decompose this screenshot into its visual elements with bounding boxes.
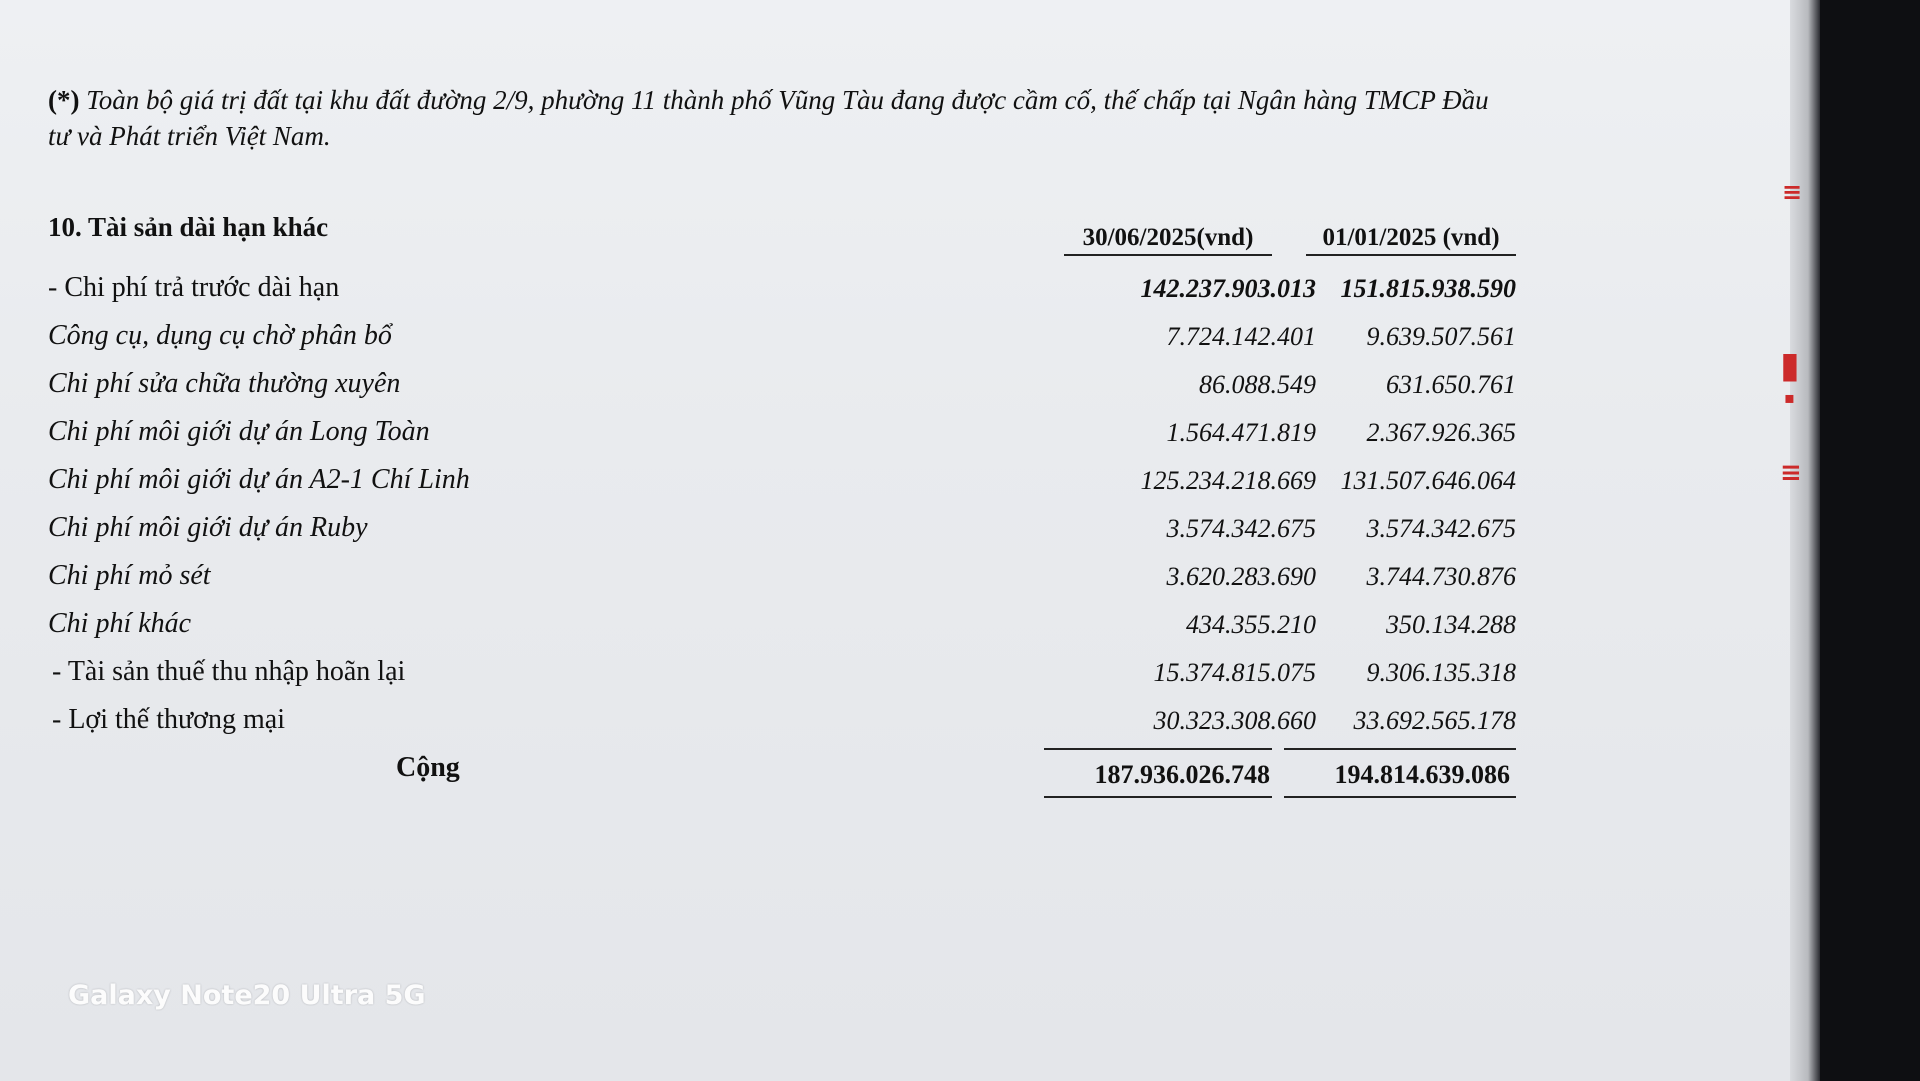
camera-watermark: Galaxy Note20 Ultra 5G (68, 980, 426, 1011)
column-header-2025-06-30: 30/06/2025(vnd) (1064, 224, 1272, 256)
row-label: - Tài sản thuế thu nhập hoãn lại (52, 656, 406, 687)
subtotal-rule-col2 (1284, 748, 1516, 750)
row-value-2025-01-01: 131.507.646.064 (1340, 466, 1516, 495)
red-mark-shape: ≡ (1782, 178, 1803, 206)
table-row (48, 320, 1518, 360)
row-value-2025-06-30: 15.374.815.075 (1153, 658, 1316, 687)
note-text: Toàn bộ giá trị đất tại khu đất đường 2/9, phường 11 thành phố Vũng Tàu đang được cầm cố, thế chấp tại Ngân hàng TMCP Đầu tư và Phát triển Việt Nam. (48, 85, 1489, 151)
row-value-2025-06-30: 125.234.218.669 (1140, 466, 1316, 495)
row-value-2025-01-01: 9.306.135.318 (1366, 658, 1516, 687)
row-value-2025-06-30: 434.355.210 (1186, 610, 1316, 639)
background-red-marks (1780, 180, 1804, 520)
row-value-2025-01-01: 3.744.730.876 (1366, 562, 1516, 591)
row-value-2025-01-01: 631.650.761 (1386, 370, 1516, 399)
row-label: Chi phí mỏ sét (48, 560, 211, 591)
table-row (48, 512, 1518, 552)
red-mark-shape: ≡ (1780, 458, 1802, 488)
total-label: Cộng (396, 752, 460, 783)
row-value-2025-01-01: 9.639.507.561 (1366, 322, 1516, 351)
row-label: Chi phí sửa chữa thường xuyên (48, 368, 401, 399)
row-label: - Lợi thế thương mại (52, 704, 285, 735)
column-header-2025-01-01: 01/01/2025 (vnd) (1306, 224, 1516, 256)
section-title: 10. Tài sản dài hạn khác (48, 212, 329, 242)
row-value-2025-01-01: 151.815.938.590 (1340, 274, 1516, 303)
row-value-2025-01-01: 2.367.926.365 (1366, 418, 1516, 447)
red-mark-shape: ▮ (1780, 345, 1800, 386)
total-value-2025-06-30: 187.936.026.748 (1094, 760, 1270, 789)
subtotal-rule-col1 (1044, 748, 1272, 750)
table-row (48, 368, 1518, 408)
row-label: - Chi phí trả trước dài hạn (48, 272, 340, 303)
row-value-2025-06-30: 3.574.342.675 (1166, 514, 1316, 543)
row-label: Công cụ, dụng cụ chờ phân bổ (48, 320, 392, 351)
table-row (48, 272, 1518, 312)
row-value-2025-06-30: 1.564.471.819 (1166, 418, 1316, 447)
paper-edge (1790, 0, 1820, 1081)
red-mark-shape: ▪ (1784, 388, 1795, 407)
table-row (48, 464, 1518, 504)
table-row (48, 656, 1518, 696)
row-value-2025-06-30: 86.088.549 (1199, 370, 1316, 399)
row-value-2025-06-30: 3.620.283.690 (1166, 562, 1316, 591)
total-rule-col2 (1284, 796, 1516, 798)
table-row (48, 608, 1518, 648)
row-value-2025-01-01: 33.692.565.178 (1353, 706, 1516, 735)
table-row (48, 704, 1518, 744)
row-value-2025-06-30: 30.323.308.660 (1153, 706, 1316, 735)
row-value-2025-06-30: 7.724.142.401 (1166, 322, 1316, 351)
table-row (48, 560, 1518, 600)
row-value-2025-01-01: 3.574.342.675 (1366, 514, 1516, 543)
total-rule-col1 (1044, 796, 1272, 798)
row-value-2025-06-30: 142.237.903.013 (1140, 274, 1316, 303)
row-label: Chi phí môi giới dự án Long Toàn (48, 416, 430, 447)
row-label: Chi phí môi giới dự án Ruby (48, 512, 368, 543)
row-label: Chi phí môi giới dự án A2-1 Chí Linh (48, 464, 470, 495)
table-row (48, 416, 1518, 456)
row-label: Chi phí khác (48, 608, 192, 639)
collateral-note (48, 82, 1508, 154)
note-marker: (*) (48, 85, 80, 115)
row-value-2025-01-01: 350.134.288 (1386, 610, 1516, 639)
total-value-2025-01-01: 194.814.639.086 (1334, 760, 1510, 789)
